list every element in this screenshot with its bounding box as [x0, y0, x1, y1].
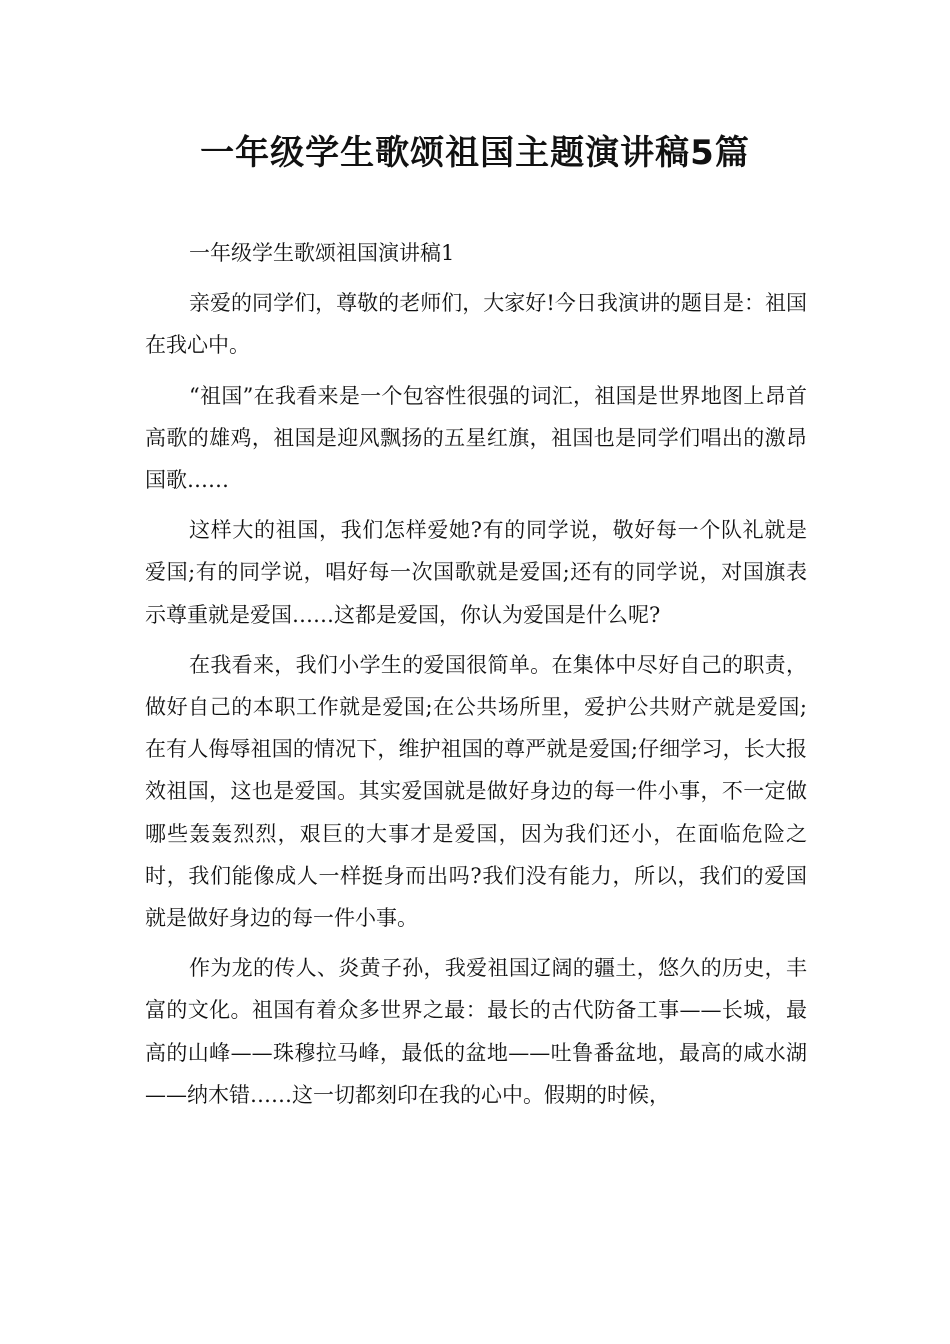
paragraph-student-patriotism: 在我看来，我们小学生的爱国很简单。在集体中尽好自己的职责，做好自己的本职工作就是爱国;在公共场所里，爱护公共财产就是爱国;在有人侮辱祖国的情况下，维护祖国的尊严就是爱国;仔细学习，长大报效祖国，这也是爱国。其实爱国就是做好身边的每一件小事，不一定做哪些轰轰烈烈，艰巨的大事才是爱国，因为我们还小，在面临危险之时，我们能像成人一样挺身而出吗?我们没有能力，所以，我们的爱国就是做好身边的每一件小事。 — [145, 652, 807, 931]
document-title: 一年级学生歌颂祖国主题演讲稿5篇 — [200, 133, 750, 173]
paragraph-greeting: 亲爱的同学们，尊敬的老师们，大家好!今日我演讲的题目是：祖国在我心中。 — [145, 291, 807, 358]
paragraph-motherland-meaning: “祖国”在我看来是一个包容性很强的词汇，祖国是世界地图上昂首高歌的雄鸡，祖国是迎风飘扬的五星红旗，祖国也是同学们唱出的激昂国歌…… — [145, 383, 807, 493]
paragraph-descendants-of-dragon: 作为龙的传人、炎黄子孙，我爱祖国辽阔的疆土，悠久的历史，丰富的文化。祖国有着众多世界之最：最长的古代防备工事——长城，最高的山峰——珠穆拉马峰，最低的盆地——吐鲁番盆地，最高的咸水湖——纳木错……这一切都刻印在我的心中。假期的时候， — [145, 956, 807, 1107]
paragraph-how-to-love: 这样大的祖国，我们怎样爱她?有的同学说，敬好每一个队礼就是爱国;有的同学说，唱好每一次国歌就是爱国;还有的同学说，对国旗表示尊重就是爱国……这都是爱国，你认为爱国是什么呢? — [145, 518, 807, 627]
section-heading: 一年级学生歌颂祖国演讲稿1 — [189, 241, 455, 265]
document-body — [145, 232, 807, 1124]
